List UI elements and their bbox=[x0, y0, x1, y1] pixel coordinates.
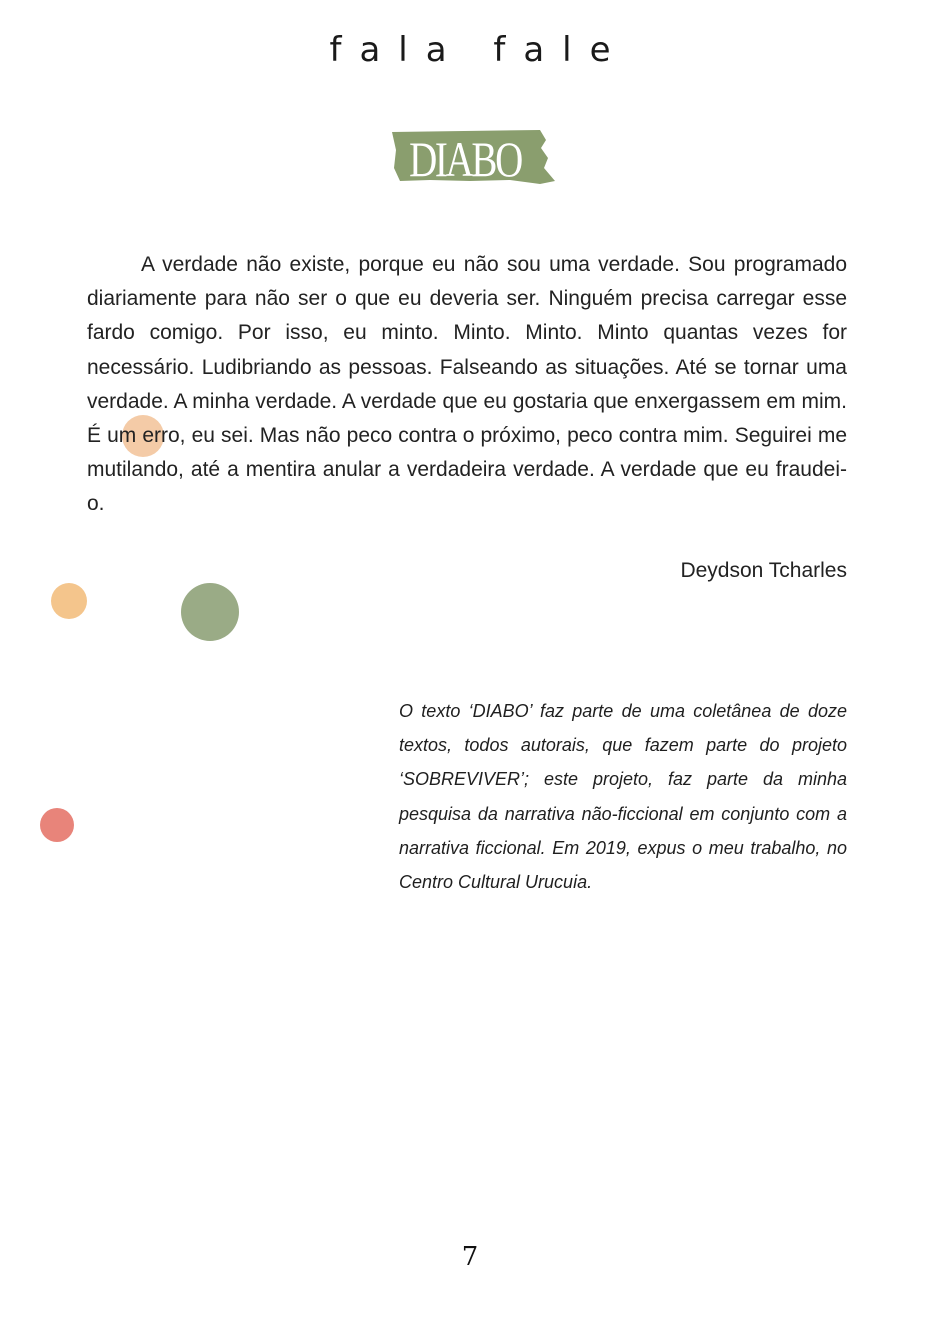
story-author: Deydson Tcharles bbox=[680, 559, 847, 582]
page-number: 7 bbox=[461, 1242, 479, 1272]
story-body: A verdade não existe, porque eu não sou uma verdade. Sou programado diariamente para não ser o que eu deveria ser. Ninguém precisa carregar esse fardo comigo. Por isso, eu minto. Minto. Minto. Minto quantas vezes for necessário. Ludibriando as pessoas. Falseando as situações. Até se tornar uma verdade. A minha verdade. A verdade que eu gostaria que enxergassem em mim. É um erro, eu sei. Mas não peco contra o próximo, peco contra mim. Seguirei me mutilando, até a mentira anular a verdadeira verdade. A verdade que eu fraudei-o. bbox=[87, 253, 847, 516]
author-note: O texto ‘DIABO’ faz parte de uma coletânea de doze textos, todos autorais, que fazem parte do projeto ‘SOBREVIVER’; este projeto, faz parte da minha pesquisa da narrativa não-ficcional em conjunto com a narrativa ficcional. Em 2019, expus o meu trabalho, no Centro Cultural Urucuia. bbox=[399, 701, 847, 893]
decorative-dot-red bbox=[40, 808, 74, 842]
decorative-dot-yellow bbox=[51, 583, 87, 619]
story-title-banner bbox=[390, 128, 560, 188]
story-title: DIABO bbox=[409, 131, 521, 187]
magazine-header: fala fale bbox=[329, 30, 629, 70]
decorative-dot-green bbox=[181, 583, 239, 641]
